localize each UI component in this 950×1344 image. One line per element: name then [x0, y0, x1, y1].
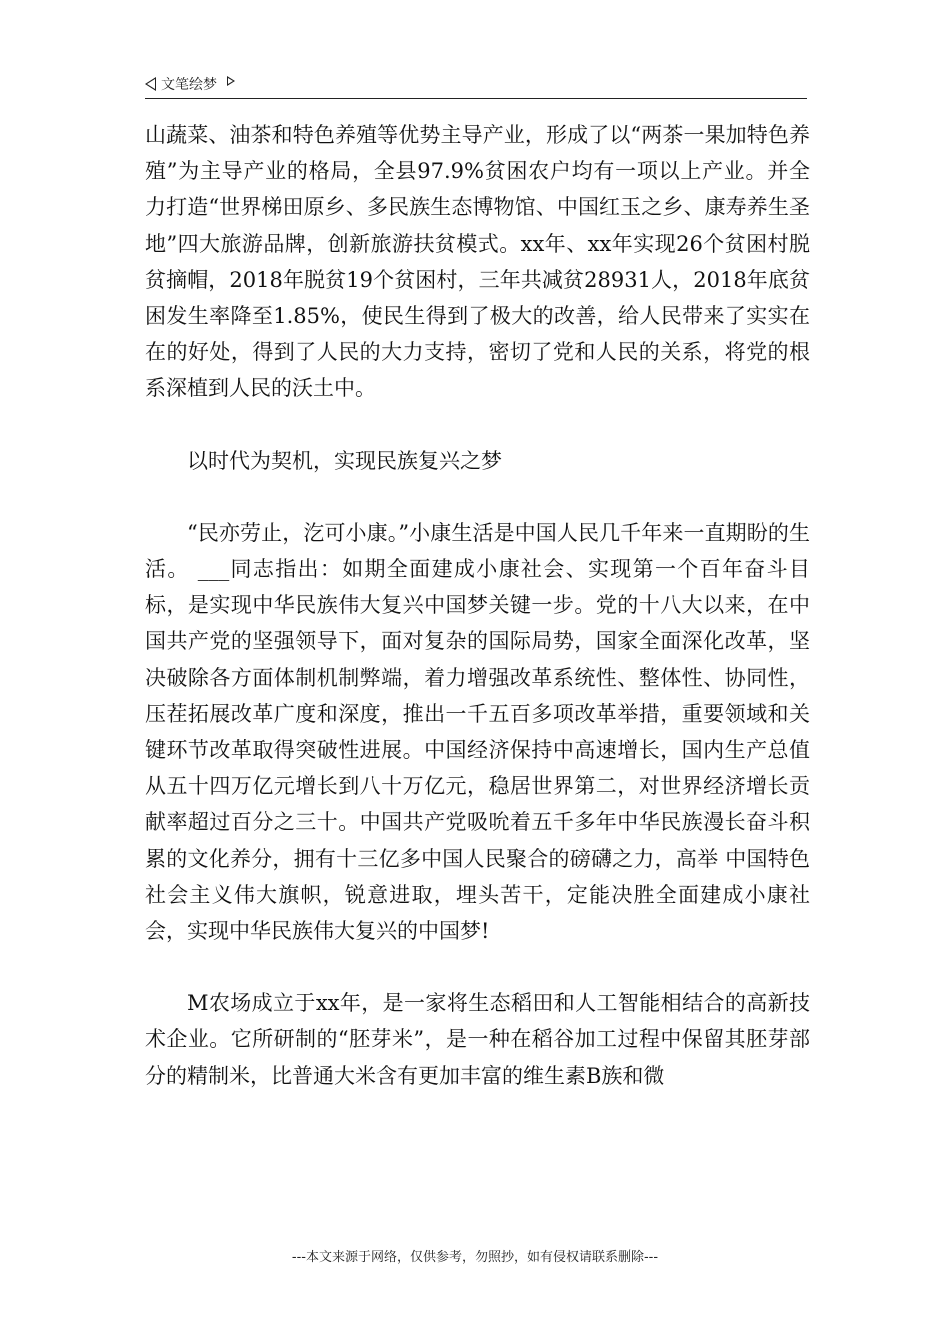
header-title: 文笔绘梦: [161, 77, 217, 93]
document-body: [145, 117, 810, 1094]
section-heading: 以时代为契机，实现民族复兴之梦: [187, 448, 502, 473]
paragraph-xiaokang: “民亦劳止，汔可小康。”小康生活是中国人民几千年来一直期盼的生活。 ___同志指出：如期全面建成小康社会、实现第一个百年奋斗目标，是实现中华民族伟大复兴中国梦关键一步。党的十八大以来，在中国共产党的坚强领导下，面对复杂的国际局势，国家全面深化改革，坚决破除各方面体制机制弊端，着力增强改革系统性、整体性、协同性，压茬拓展改革广度和深度，推出一千五百多项改革举措，重要领域和关键环节改革取得突破性进展。中国经济保持中高速增长，国内生产总值从五十四万亿元增长到八十万亿元，稳居世界第二，对世界经济增长贡献率超过百分之三十。中国共产党吸吮着五千多年中华民族漫长奋斗积累的文化养分，拥有十三亿多中国人民聚合的磅礴之力，高举 中国特色社会主义伟大旗帜，锐意进取，埋头苦干，定能决胜全面建成小康社会，实现中华民族伟大复兴的中国梦!: [145, 520, 810, 944]
triangle-left-icon: [145, 77, 156, 91]
header-brand: [145, 74, 235, 94]
page-header: [145, 72, 807, 99]
paragraph-poverty-alleviation: 山蔬菜、油茶和特色养殖等优势主导产业，形成了以“两茶一果加特色养殖”为主导产业的格局，全县97.9%贫困农户均有一项以上产业。并全力打造“世界梯田原乡、多民族生态博物馆、中国红玉之乡、康寿养生圣地”四大旅游品牌，创新旅游扶贫模式。xx年、xx年实现26个贫困村脱贫摘帽，2018年脱贫19个贫困村，三年共减贫28931人，2018年底贫困发生率降至1.85%，使民生得到了极大的改善，给人民带来了实实在在的好处，得到了人民的大力支持，密切了党和人民的关系，将党的根系深植到人民的沃土中。: [145, 123, 810, 401]
paragraph-m-farm: M农场成立于xx年，是一家将生态稻田和人工智能相结合的高新技术企业。它所研制的“胚芽米”，是一种在稻谷加工过程中保留其胚芽部分的精制米，比普通大米含有更加丰富的维生素B族和微: [145, 991, 810, 1088]
footer-notice: ---本文来源于网络，仅供参考，勿照抄，如有侵权请联系删除---: [291, 1250, 659, 1265]
triangle-right-icon: [227, 76, 235, 86]
